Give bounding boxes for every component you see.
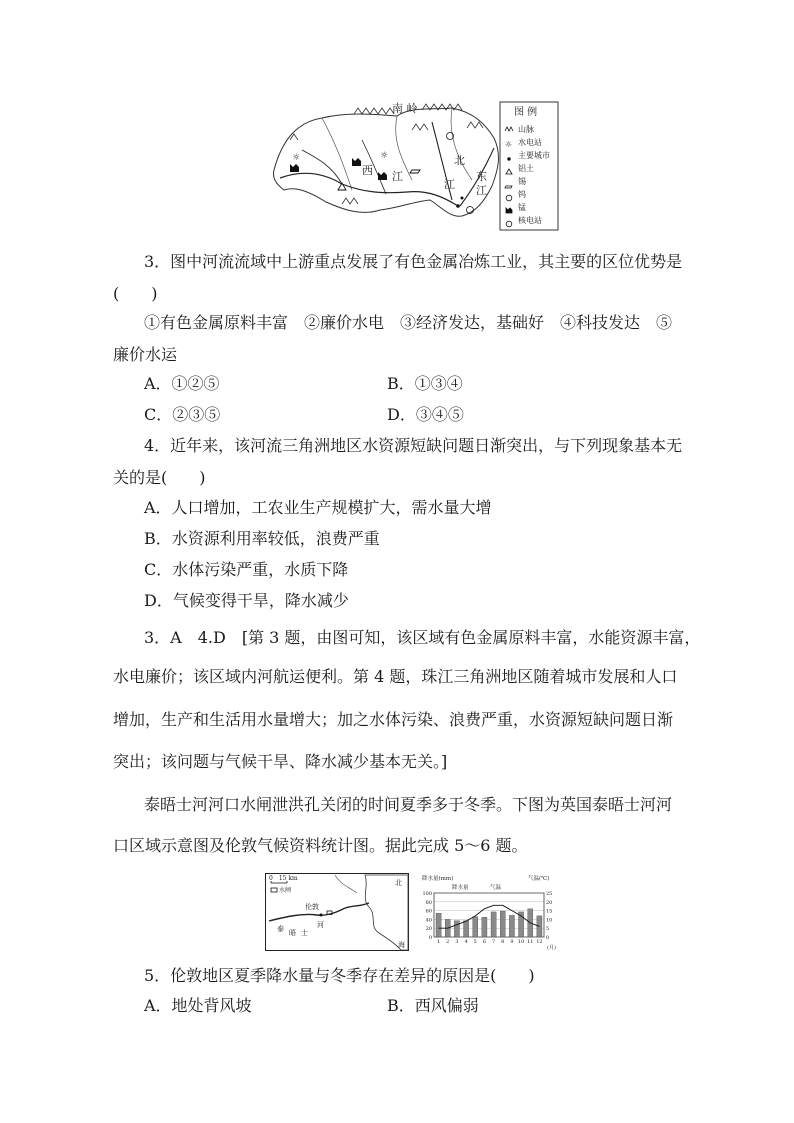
river-basin-map: [262, 100, 562, 232]
month-tick-label: 2: [446, 939, 450, 945]
legend-precip: 降水量: [452, 885, 469, 891]
thames-estuary-map: [265, 873, 409, 951]
month-tick-label: 9: [510, 939, 514, 945]
q5-choice-b: B．西风偏弱: [387, 996, 479, 1015]
river-label-he: 河: [317, 921, 324, 929]
answer-line2: 水电廉价；该区域内河航运便利。第 4 题，珠江三角洲地区随着城市发展和人口: [113, 667, 678, 686]
tin-icon: [410, 170, 420, 173]
left-tick-label: 40: [425, 917, 432, 924]
sea-label: 海: [398, 941, 405, 949]
q4-stem-line2: 关的是( ): [113, 468, 206, 487]
north-label: 北: [395, 879, 402, 887]
sub-basin-divide: [451, 108, 472, 180]
left-tick-label: 100: [422, 891, 432, 897]
river-label-wu: 晤: [289, 929, 296, 937]
precip-bar: [509, 915, 514, 937]
q3-stem-line1: 3．图中河流流域中上游重点发展了有色金属冶炼工业，其主要的区位优势是: [144, 252, 683, 271]
answer-line1: 3．A 4.D [第 3 题，由图可知，该区域有色金属原料丰富，水能资源丰富，: [144, 628, 701, 647]
left-tick-label: 0: [428, 935, 432, 941]
legend-label-city-dot: 主要城市: [518, 151, 550, 160]
right-tick-label: 20: [546, 899, 553, 906]
manganese-icon: [506, 208, 512, 213]
river-label-tai: 泰: [277, 925, 284, 933]
right-tick-label: 10: [546, 917, 553, 924]
legend-label-aluminum: 铝土: [518, 164, 534, 173]
q3-choice-b: B．①③④: [387, 374, 463, 393]
hydropower-icon: ☼: [380, 151, 389, 161]
temperature-line: [439, 905, 540, 928]
q4-choice-d: D．气候变得干旱，降水减少: [144, 591, 349, 610]
label-xi: 西: [362, 164, 373, 177]
legend-label-tungsten: 钨: [518, 190, 526, 199]
scale-label: 0 15 km: [269, 875, 298, 882]
plot-frame: [434, 893, 544, 937]
precip-bar: [500, 911, 505, 937]
right-tick-label: 0: [546, 935, 550, 941]
month-tick-label: 12: [536, 939, 543, 945]
month-tick-label: 10: [517, 939, 525, 945]
right-tick-label: 25: [546, 891, 553, 897]
q4-choice-c: C．水体污染严重，水质下降: [144, 560, 349, 579]
q3-choice-a: A．①②⑤: [144, 374, 220, 393]
q4-choice-b: B．水资源利用率较低，浪费严重: [144, 529, 380, 548]
q5-choice-a: A．地处背风坡: [144, 996, 252, 1015]
legend-label-nuclear: 核电站: [518, 216, 542, 225]
q3-options-line2: 廉价水运: [113, 345, 178, 364]
month-tick-label: 6: [482, 939, 487, 945]
x-axis-unit: (月): [547, 945, 556, 951]
label-bei: 北: [454, 154, 465, 167]
answer-line4: 突出；该问题与气候干旱、降水减少基本无关。]: [113, 752, 448, 771]
legend-title: 图 例: [514, 107, 538, 118]
q3-choice-d: D．③④⑤: [387, 405, 464, 424]
month-tick-label: 5: [473, 939, 477, 945]
legend-label-hydropower: 水电站: [518, 138, 542, 147]
legend-label-mountain: 山脉: [518, 125, 534, 134]
right-tick-label: 5: [546, 926, 550, 933]
precip-bar: [491, 912, 496, 937]
month-tick-label: 3: [455, 939, 459, 945]
q3-stem-line2: ( ): [113, 284, 158, 303]
river-label-shi: 士: [301, 929, 308, 937]
month-tick-label: 1: [436, 939, 441, 945]
right-axis-label: 气温(℃): [528, 876, 550, 882]
precip-bar: [464, 921, 469, 937]
month-tick-label: 4: [464, 939, 468, 945]
city-dot-icon: [456, 204, 460, 208]
left-axis-label: 降水量(mm): [422, 876, 454, 882]
sluice-legend-label: 水闸: [279, 887, 292, 894]
q5-stem: 5．伦敦地区夏季降水量与冬季存在差异的原因是( ): [144, 966, 535, 985]
month-tick-label: 8: [501, 939, 505, 945]
left-tick-label: 20: [425, 926, 432, 933]
sub-basin-divide: [322, 118, 352, 190]
city-label-london: 伦敦: [305, 903, 319, 911]
precip-bar: [482, 917, 487, 937]
q4-stem-line1: 4．近年来，该河流三角洲地区水资源短缺问题日渐突出，与下列现象基本无: [144, 436, 683, 455]
right-tick-label: 15: [546, 908, 553, 915]
month-tick-label: 7: [491, 939, 496, 945]
precip-bar: [436, 913, 441, 937]
hydropower-icon: ☼: [505, 140, 513, 149]
q4-choice-a: A．人口增加，工农业生产规模扩大，需水量大增: [144, 498, 492, 517]
label-jiang: 江: [444, 178, 455, 191]
legend-label-manganese: 锰: [518, 203, 526, 212]
precip-bar: [537, 916, 542, 937]
precip-bar: [473, 917, 478, 937]
month-tick-label: 11: [527, 939, 534, 945]
intro-line1: 泰晤士河河口水闸泄洪孔关闭的时间夏季多于冬季。下图为英国泰晤士河河: [144, 795, 673, 814]
label-jiang: 江: [476, 184, 487, 197]
xijiang-tributary: [302, 150, 342, 184]
legend-label-tin: 锡: [518, 177, 526, 186]
london-climate-chart: [420, 873, 562, 951]
q3-choice-c: C．②③⑤: [144, 405, 221, 424]
label-nanling: 南 岭: [392, 102, 418, 115]
answer-line3: 增加，生产和生活用水量增大；加之水体污染、浪费严重，水资源短缺问题日渐: [113, 710, 674, 729]
intro-line2: 口区域示意图及伦敦气候资料统计图。据此完成 5～6 题。: [113, 836, 528, 855]
precip-bar: [454, 921, 459, 937]
legend-temp: 气温: [490, 885, 502, 891]
city-dot-icon: [461, 197, 464, 200]
city-dot-icon: [320, 914, 323, 917]
label-dong: 东: [476, 170, 487, 183]
hydropower-icon: ☼: [292, 153, 301, 163]
label-jiang: 江: [392, 170, 403, 183]
q3-options-line1: ①有色金属原料丰富 ②廉价水电 ③经济发达，基础好 ④科技发达 ⑤: [144, 313, 673, 332]
left-tick-label: 60: [425, 908, 432, 915]
left-tick-label: 80: [425, 899, 432, 906]
city-dot-icon: [508, 158, 511, 161]
